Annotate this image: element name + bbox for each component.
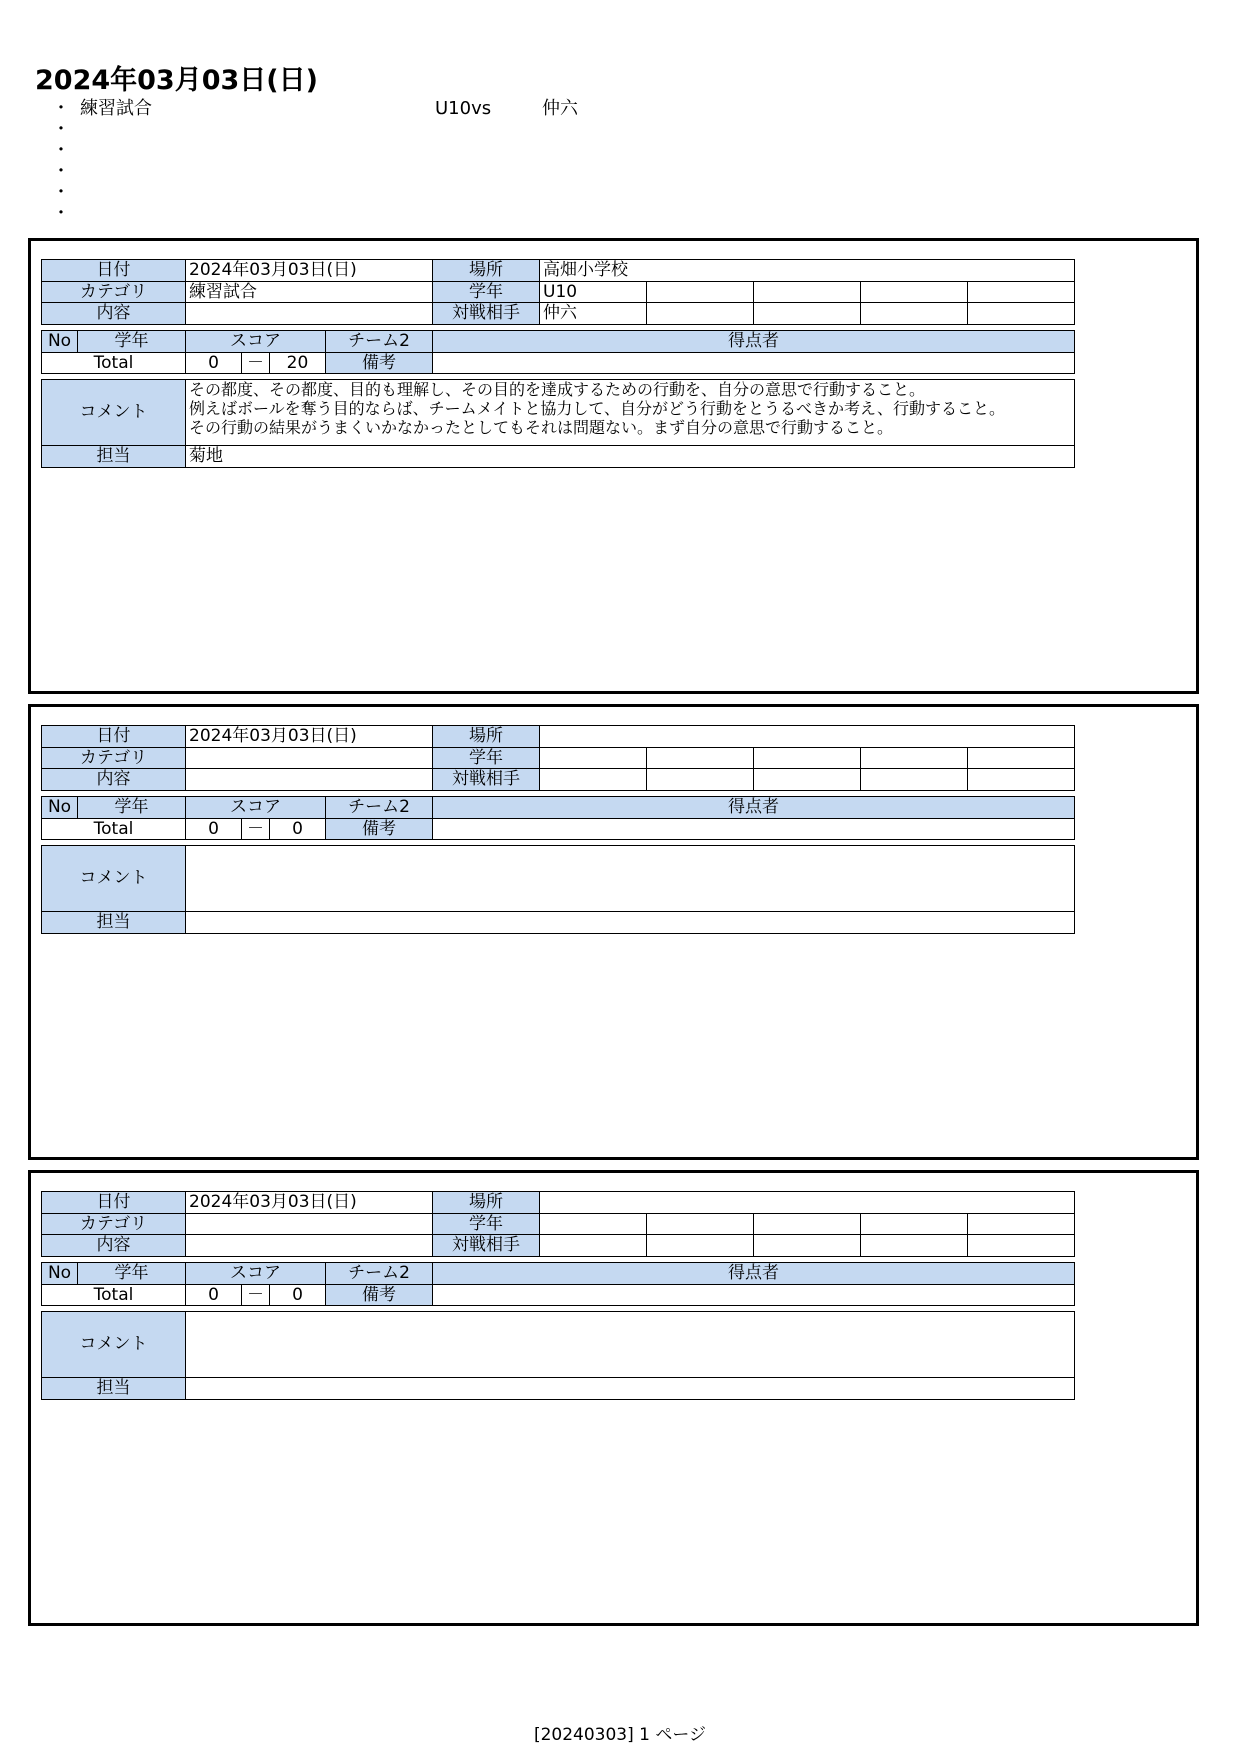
comment-text (186, 846, 1075, 912)
remarks-value (433, 818, 1075, 840)
no-header: No (42, 797, 78, 819)
bullet-dot: ・ (52, 98, 70, 119)
team2-header: チーム2 (326, 331, 433, 353)
total-score-away: 0 (270, 818, 326, 840)
comment-label: コメント (42, 846, 186, 912)
content-value (186, 1235, 433, 1257)
score-header: スコア (186, 797, 326, 819)
opponent-extra-cell (754, 1235, 861, 1257)
bullet-item (52, 98, 852, 119)
total-score-home: 0 (186, 1284, 242, 1306)
opponent-extra-cell (968, 303, 1075, 325)
category-value: 練習試合 (186, 281, 433, 303)
total-score-home: 0 (186, 818, 242, 840)
opponent-extra-cell (647, 303, 754, 325)
grade-extra-cell (968, 281, 1075, 303)
date-label: 日付 (42, 726, 186, 748)
grade-value (540, 747, 647, 769)
score-header: スコア (186, 331, 326, 353)
opponent-label: 対戦相手 (433, 1235, 540, 1257)
staff-label: 担当 (42, 1378, 186, 1400)
comment-line: その行動の結果がうまくいかなかったとしてもそれは問題ない。まず自分の意思で行動すること。 (189, 418, 894, 438)
staff-value (186, 912, 1075, 934)
date-value: 2024年03月03日(日) (186, 260, 433, 282)
total-label: Total (42, 1284, 186, 1306)
category-label: カテゴリ (42, 281, 186, 303)
remarks-label: 備考 (326, 818, 433, 840)
page-title: 2024年03月03日(日) (35, 65, 318, 96)
bullet-dot: ・ (52, 203, 70, 224)
remarks-value (433, 352, 1075, 374)
category-label: カテゴリ (42, 747, 186, 769)
grade-label: 学年 (433, 1213, 540, 1235)
place-value (540, 1192, 1075, 1214)
content-value (186, 303, 433, 325)
grade-extra-cell (861, 747, 968, 769)
total-dash: － (242, 352, 270, 374)
no-header: No (42, 1263, 78, 1285)
grade-header: 学年 (78, 1263, 186, 1285)
opponent-extra-cell (754, 769, 861, 791)
grade-extra-cell (968, 747, 1075, 769)
category-value (186, 1213, 433, 1235)
team2-header: チーム2 (326, 797, 433, 819)
bullet-dot: ・ (52, 119, 70, 140)
scorers-header: 得点者 (433, 331, 1075, 353)
bullet-match: U10vs (435, 98, 492, 119)
opponent-extra-cell (647, 769, 754, 791)
total-score-away: 0 (270, 1284, 326, 1306)
opponent-extra-cell (754, 303, 861, 325)
grade-extra-cell (968, 1213, 1075, 1235)
grade-extra-cell (647, 747, 754, 769)
scorers-header: 得点者 (433, 1263, 1075, 1285)
content-label: 内容 (42, 303, 186, 325)
no-header: No (42, 331, 78, 353)
grade-extra-cell (861, 281, 968, 303)
date-value: 2024年03月03日(日) (186, 1192, 433, 1214)
grade-extra-cell (754, 281, 861, 303)
opponent-value (540, 769, 647, 791)
grade-label: 学年 (433, 281, 540, 303)
comment-text (186, 380, 1075, 446)
scorers-header: 得点者 (433, 797, 1075, 819)
total-score-away: 20 (270, 352, 326, 374)
grade-extra-cell (861, 1213, 968, 1235)
grade-header: 学年 (78, 797, 186, 819)
bullet-list (52, 98, 852, 224)
bullet-item (52, 182, 852, 203)
comment-label: コメント (42, 380, 186, 446)
match-record-panel (28, 238, 1199, 694)
opponent-label: 対戦相手 (433, 303, 540, 325)
staff-label: 担当 (42, 446, 186, 468)
grade-extra-cell (647, 281, 754, 303)
bullet-opponent: 仲六 (542, 98, 578, 119)
bullet-text: 練習試合 (80, 98, 152, 119)
opponent-value: 仲六 (540, 303, 647, 325)
remarks-value (433, 1284, 1075, 1306)
category-value (186, 747, 433, 769)
match-record-panel (28, 704, 1199, 1160)
total-dash: － (242, 1284, 270, 1306)
opponent-value (540, 1235, 647, 1257)
place-value: 高畑小学校 (540, 260, 1075, 282)
staff-value: 菊地 (186, 446, 1075, 468)
grade-value (540, 1213, 647, 1235)
comment-line: 例えばボールを奪う目的ならば、チームメイトと協力して、自分がどう行動をとうるべきか考え、行動すること。 (189, 399, 1006, 419)
remarks-label: 備考 (326, 1284, 433, 1306)
content-label: 内容 (42, 1235, 186, 1257)
grade-extra-cell (754, 1213, 861, 1235)
bullet-dot: ・ (52, 140, 70, 161)
staff-value (186, 1378, 1075, 1400)
bullet-item (52, 203, 852, 224)
match-record-table (41, 725, 1075, 934)
comment-label: コメント (42, 1312, 186, 1378)
grade-value: U10 (540, 281, 647, 303)
place-label: 場所 (433, 260, 540, 282)
opponent-extra-cell (647, 1235, 754, 1257)
opponent-extra-cell (861, 303, 968, 325)
content-value (186, 769, 433, 791)
comment-text (186, 1312, 1075, 1378)
place-value (540, 726, 1075, 748)
remarks-label: 備考 (326, 352, 433, 374)
opponent-extra-cell (968, 769, 1075, 791)
bullet-item (52, 161, 852, 182)
match-record-table (41, 1191, 1075, 1400)
team2-header: チーム2 (326, 1263, 433, 1285)
match-record-panel (28, 1170, 1199, 1626)
opponent-label: 対戦相手 (433, 769, 540, 791)
bullet-dot: ・ (52, 182, 70, 203)
grade-header: 学年 (78, 331, 186, 353)
place-label: 場所 (433, 726, 540, 748)
place-label: 場所 (433, 1192, 540, 1214)
grade-extra-cell (754, 747, 861, 769)
bullet-dot: ・ (52, 161, 70, 182)
opponent-extra-cell (861, 1235, 968, 1257)
total-dash: － (242, 818, 270, 840)
score-header: スコア (186, 1263, 326, 1285)
match-record-table (41, 259, 1075, 468)
total-label: Total (42, 352, 186, 374)
page-footer: [20240303] 1 ページ (533, 1725, 707, 1745)
opponent-extra-cell (968, 1235, 1075, 1257)
date-label: 日付 (42, 1192, 186, 1214)
grade-label: 学年 (433, 747, 540, 769)
grade-extra-cell (647, 1213, 754, 1235)
category-label: カテゴリ (42, 1213, 186, 1235)
bullet-item (52, 140, 852, 161)
comment-line: その都度、その都度、目的も理解し、その目的を達成するための行動を、自分の意思で行動すること。 (189, 380, 926, 400)
content-label: 内容 (42, 769, 186, 791)
date-label: 日付 (42, 260, 186, 282)
total-label: Total (42, 818, 186, 840)
opponent-extra-cell (861, 769, 968, 791)
staff-label: 担当 (42, 912, 186, 934)
bullet-item (52, 119, 852, 140)
date-value: 2024年03月03日(日) (186, 726, 433, 748)
total-score-home: 0 (186, 352, 242, 374)
